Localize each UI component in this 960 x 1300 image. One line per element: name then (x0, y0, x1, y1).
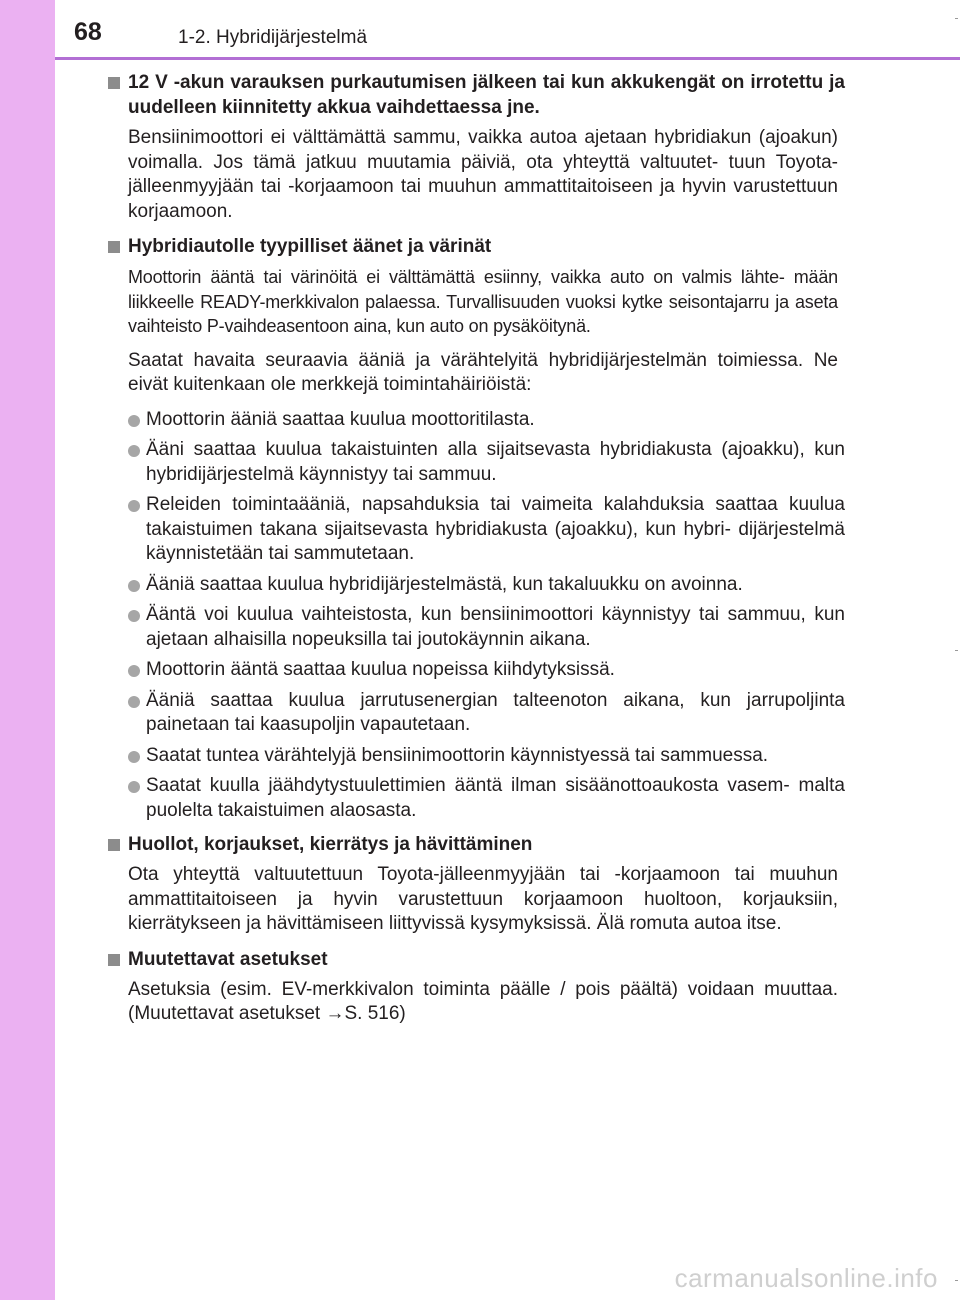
circle-bullet-icon (128, 751, 140, 763)
square-bullet-icon (108, 77, 120, 89)
paragraph: Saatat havaita seuraavia ääniä ja värähtelyitä hybridijärjestelmän toimiessa. Ne eivät kuitenkaan ole merkkejä toimintahäiriöistä: (128, 349, 838, 395)
list-item: Ääntä voi kuulua vaihteistosta, kun bensiinimoottori käynnistyy tai sammuu, kun ajetaan alhaisilla nopeuksilla tai joutokäynnin aikana. (108, 603, 845, 652)
circle-bullet-icon (128, 415, 140, 427)
section-heading (108, 234, 845, 259)
section-heading (108, 832, 845, 857)
section-sounds-vibrations (108, 234, 845, 823)
paragraph: Bensiinimoottori ei välttämättä sammu, vaikka autoa ajetaan hybridiakun (ajoakun) voimalla. Jos tämä jatkuu muutamia päiviä, ota yhteyttä valtuutet- tuun Toyota-jälleenmyyjään tai -korjaamoon tai muuhun ammattitaitoiseen ja hyvin varustettuun korjaamoon. (128, 127, 838, 222)
square-bullet-icon (108, 954, 120, 966)
heading-text: 12 V -akun varauksen purkautumisen jälkeen tai kun akkukengät on irrotettu ja uudelleen kiinnitetty akkua vaihdettaessa jne. (128, 72, 845, 118)
square-bullet-icon (108, 241, 120, 253)
chapter-title: 1-2. Hybridijärjestelmä (178, 27, 368, 48)
list-item: Ääni saattaa kuulua takaistuinten alla sijaitsevasta hybridiakusta (ajoakku), kun hybridijärjestelmä käynnistyy tai sammuu. (108, 438, 845, 487)
heading-text: Huollot, korjaukset, kierrätys ja hävittäminen (128, 834, 533, 855)
paragraph: Moottorin ääntä tai värinöitä ei välttämättä esiinny, vaikka auto on valmis lähte- mään liikkeelle READY-merkkivalon palaessa. Turvallisuuden vuoksi kytke seisontajarru ja aseta vaihteisto P-vaihdeasentoon aina, kun auto on pysäköitynä. (128, 267, 838, 336)
circle-bullet-icon (128, 500, 140, 512)
section-heading (108, 947, 845, 972)
list-item: Moottorin ääntä saattaa kuulua nopeissa kiihdytyksissä. (108, 658, 845, 683)
heading-text: Muutettavat asetukset (128, 948, 328, 970)
section-heading (108, 70, 845, 120)
circle-bullet-icon (128, 781, 140, 793)
circle-bullet-icon (128, 665, 140, 677)
square-bullet-icon (108, 839, 120, 851)
list-item: Moottorin ääniä saattaa kuulua moottoritilasta. (108, 408, 845, 433)
list-item: Ääniä saattaa kuulua hybridijärjestelmästä, kun takaluukku on avoinna. (108, 573, 845, 598)
paragraph: Asetuksia (esim. EV-merkkivalon toiminta päälle / pois päältä) voidaan muuttaa. (Muutettavat asetukset →S. 516) (128, 978, 838, 1024)
circle-bullet-icon (128, 696, 140, 708)
watermark: carmanualsonline.info (674, 1263, 938, 1293)
list-item: Saatat kuulla jäähdytystuulettimien ääntä ilman sisäänottoaukosta vasem- malta puolelta takaistuimen alaosasta. (108, 774, 845, 823)
paragraph: Ota yhteyttä valtuutettuun Toyota-jälleenmyyjään tai -korjaamoon tai muuhun ammattitaitoiseen ja hyvin varustettuun korjaamoon huoltoon, korjauksiin, kierrätykseen ja hävittämiseen liittyvissä kysymyksissä. Älä romuta autoa itse. (128, 864, 838, 934)
page-content (108, 70, 845, 1037)
circle-bullet-icon (128, 610, 140, 622)
circle-bullet-icon (128, 445, 140, 457)
crop-mark (955, 18, 958, 19)
side-color-band (0, 0, 55, 1300)
section-maintenance (108, 832, 845, 937)
list-item: Ääniä saattaa kuulua jarrutusenergian talteenoton aikana, kun jarrupoljinta painetaan tai kaasupoljin vapautetaan. (108, 689, 845, 738)
heading-text: Hybridiautolle tyypilliset äänet ja värinät (128, 236, 492, 257)
circle-bullet-icon (128, 580, 140, 592)
page-number: 68 (74, 18, 102, 46)
list-item: Releiden toimintaääniä, napsahduksia tai vaimeita kalahduksia saattaa kuulua takaistuimen takana sijaitsevasta hybridiakusta (ajoakku), kun hybri- dijärjestelmä käynnistetään tai sammutetaan. (108, 493, 845, 567)
crop-mark (955, 1280, 958, 1281)
list-item: Saatat tuntea värähtelyjä bensiinimoottorin käynnistyessä tai sammuessa. (108, 744, 845, 769)
section-customizable-settings (108, 947, 845, 1027)
crop-mark (955, 650, 958, 651)
section-battery-reconnect (108, 70, 845, 224)
header-rule (55, 57, 960, 60)
